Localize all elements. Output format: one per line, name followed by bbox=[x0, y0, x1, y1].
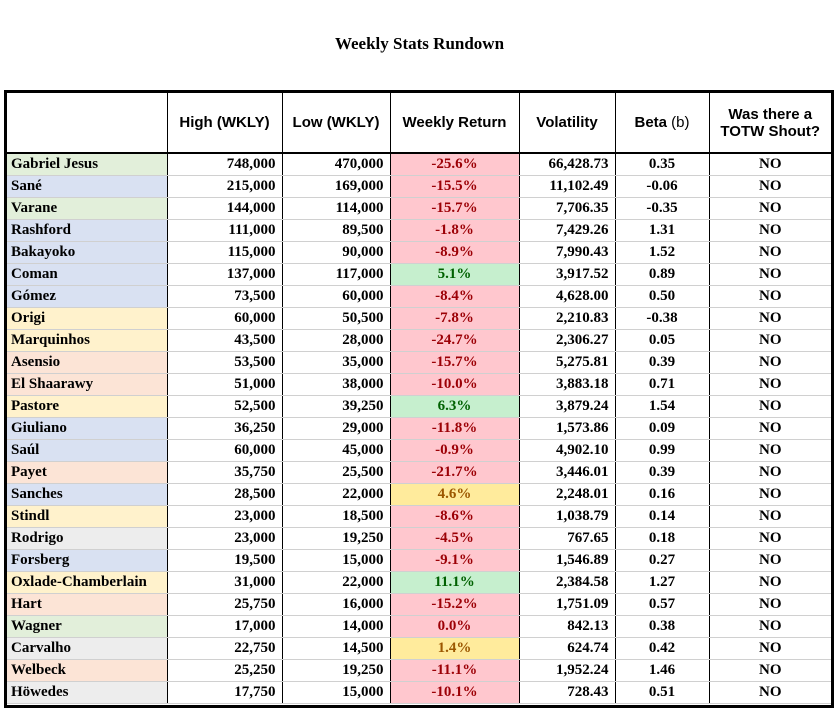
beta-cell: 0.39 bbox=[615, 461, 709, 483]
volatility-cell: 2,210.83 bbox=[519, 307, 615, 329]
beta-cell: 0.18 bbox=[615, 527, 709, 549]
player-name-cell: Giuliano bbox=[7, 417, 167, 439]
low-cell: 18,500 bbox=[282, 505, 390, 527]
player-name-cell: Saúl bbox=[7, 439, 167, 461]
totw-cell: NO bbox=[709, 659, 831, 681]
totw-cell: NO bbox=[709, 571, 831, 593]
volatility-cell: 7,706.35 bbox=[519, 197, 615, 219]
low-cell: 50,500 bbox=[282, 307, 390, 329]
weekly-return-cell: 6.3% bbox=[390, 395, 519, 417]
table-row bbox=[7, 197, 831, 219]
high-cell: 115,000 bbox=[167, 241, 282, 263]
table-row bbox=[7, 593, 831, 615]
player-name-cell: El Shaarawy bbox=[7, 373, 167, 395]
table-row bbox=[7, 329, 831, 351]
table-row bbox=[7, 681, 831, 703]
weekly-return-cell: -10.0% bbox=[390, 373, 519, 395]
totw-cell: NO bbox=[709, 307, 831, 329]
totw-cell: NO bbox=[709, 439, 831, 461]
totw-cell: NO bbox=[709, 483, 831, 505]
volatility-cell: 3,446.01 bbox=[519, 461, 615, 483]
table-row bbox=[7, 219, 831, 241]
header-totw bbox=[709, 93, 831, 153]
table-row bbox=[7, 241, 831, 263]
table-row bbox=[7, 351, 831, 373]
beta-cell: 0.14 bbox=[615, 505, 709, 527]
beta-cell: 0.39 bbox=[615, 351, 709, 373]
table-row bbox=[7, 285, 831, 307]
table-row bbox=[7, 549, 831, 571]
table-row bbox=[7, 571, 831, 593]
player-name-cell: Forsberg bbox=[7, 549, 167, 571]
high-cell: 73,500 bbox=[167, 285, 282, 307]
beta-cell: 1.52 bbox=[615, 241, 709, 263]
beta-cell: 0.38 bbox=[615, 615, 709, 637]
totw-cell: NO bbox=[709, 329, 831, 351]
totw-cell: NO bbox=[709, 197, 831, 219]
high-cell: 51,000 bbox=[167, 373, 282, 395]
high-cell: 52,500 bbox=[167, 395, 282, 417]
totw-cell: NO bbox=[709, 285, 831, 307]
header-player bbox=[7, 93, 167, 153]
totw-cell: NO bbox=[709, 593, 831, 615]
low-cell: 19,250 bbox=[282, 659, 390, 681]
weekly-return-cell: -15.2% bbox=[390, 593, 519, 615]
beta-cell: 0.57 bbox=[615, 593, 709, 615]
volatility-cell: 2,248.01 bbox=[519, 483, 615, 505]
totw-cell: NO bbox=[709, 219, 831, 241]
totw-cell: NO bbox=[709, 615, 831, 637]
weekly-return-cell: -25.6% bbox=[390, 153, 519, 175]
low-cell: 15,000 bbox=[282, 681, 390, 703]
high-cell: 19,500 bbox=[167, 549, 282, 571]
weekly-return-cell: 11.1% bbox=[390, 571, 519, 593]
high-cell: 17,750 bbox=[167, 681, 282, 703]
page-title: Weekly Stats Rundown bbox=[334, 34, 505, 53]
high-cell: 60,000 bbox=[167, 439, 282, 461]
table-row bbox=[7, 637, 831, 659]
stats-table-container bbox=[4, 90, 834, 708]
player-name-cell: Höwedes bbox=[7, 681, 167, 703]
weekly-return-cell: -11.1% bbox=[390, 659, 519, 681]
totw-cell: NO bbox=[709, 395, 831, 417]
player-name-cell: Coman bbox=[7, 263, 167, 285]
table-row bbox=[7, 395, 831, 417]
table-row bbox=[7, 483, 831, 505]
player-name-cell: Gómez bbox=[7, 285, 167, 307]
weekly-return-cell: -8.6% bbox=[390, 505, 519, 527]
player-name-cell: Stindl bbox=[7, 505, 167, 527]
volatility-cell: 2,384.58 bbox=[519, 571, 615, 593]
totw-cell: NO bbox=[709, 241, 831, 263]
volatility-cell: 624.74 bbox=[519, 637, 615, 659]
table-row bbox=[7, 659, 831, 681]
player-name-cell: Rashford bbox=[7, 219, 167, 241]
weekly-return-cell: -24.7% bbox=[390, 329, 519, 351]
high-cell: 23,000 bbox=[167, 505, 282, 527]
volatility-cell: 11,102.49 bbox=[519, 175, 615, 197]
player-name-cell: Asensio bbox=[7, 351, 167, 373]
low-cell: 35,000 bbox=[282, 351, 390, 373]
weekly-return-cell: 4.6% bbox=[390, 483, 519, 505]
high-cell: 35,750 bbox=[167, 461, 282, 483]
header-row bbox=[7, 93, 831, 153]
player-name-cell: Bakayoko bbox=[7, 241, 167, 263]
low-cell: 39,250 bbox=[282, 395, 390, 417]
player-name-cell: Sané bbox=[7, 175, 167, 197]
low-cell: 22,000 bbox=[282, 571, 390, 593]
high-cell: 25,750 bbox=[167, 593, 282, 615]
totw-cell: NO bbox=[709, 637, 831, 659]
beta-cell: 0.50 bbox=[615, 285, 709, 307]
high-cell: 215,000 bbox=[167, 175, 282, 197]
volatility-cell: 767.65 bbox=[519, 527, 615, 549]
weekly-return-cell: -8.4% bbox=[390, 285, 519, 307]
low-cell: 14,500 bbox=[282, 637, 390, 659]
table-row bbox=[7, 153, 831, 175]
high-cell: 36,250 bbox=[167, 417, 282, 439]
table-row bbox=[7, 373, 831, 395]
beta-cell: 1.46 bbox=[615, 659, 709, 681]
totw-cell: NO bbox=[709, 263, 831, 285]
header-low: Low (WKLY) bbox=[282, 93, 390, 153]
beta-cell: 0.99 bbox=[615, 439, 709, 461]
stats-table bbox=[7, 93, 831, 704]
weekly-return-cell: 0.0% bbox=[390, 615, 519, 637]
low-cell: 15,000 bbox=[282, 549, 390, 571]
player-name-cell: Origi bbox=[7, 307, 167, 329]
totw-cell: NO bbox=[709, 549, 831, 571]
volatility-cell: 842.13 bbox=[519, 615, 615, 637]
player-name-cell: Wagner bbox=[7, 615, 167, 637]
header-volatility: Volatility bbox=[519, 93, 615, 153]
volatility-cell: 1,546.89 bbox=[519, 549, 615, 571]
beta-cell: 0.51 bbox=[615, 681, 709, 703]
high-cell: 31,000 bbox=[167, 571, 282, 593]
table-row bbox=[7, 461, 831, 483]
table-row bbox=[7, 263, 831, 285]
totw-cell: NO bbox=[709, 153, 831, 175]
weekly-return-cell: -21.7% bbox=[390, 461, 519, 483]
high-cell: 748,000 bbox=[167, 153, 282, 175]
volatility-cell: 5,275.81 bbox=[519, 351, 615, 373]
header-beta-label: Beta bbox=[634, 114, 667, 131]
beta-cell: 0.89 bbox=[615, 263, 709, 285]
player-name-cell: Varane bbox=[7, 197, 167, 219]
weekly-return-cell: -15.5% bbox=[390, 175, 519, 197]
volatility-cell: 1,573.86 bbox=[519, 417, 615, 439]
volatility-cell: 1,038.79 bbox=[519, 505, 615, 527]
header-beta-suffix: (b) bbox=[671, 114, 690, 131]
low-cell: 114,000 bbox=[282, 197, 390, 219]
high-cell: 60,000 bbox=[167, 307, 282, 329]
player-name-cell: Payet bbox=[7, 461, 167, 483]
table-row bbox=[7, 615, 831, 637]
low-cell: 117,000 bbox=[282, 263, 390, 285]
high-cell: 137,000 bbox=[167, 263, 282, 285]
weekly-return-cell: -15.7% bbox=[390, 197, 519, 219]
volatility-cell: 7,990.43 bbox=[519, 241, 615, 263]
high-cell: 28,500 bbox=[167, 483, 282, 505]
beta-cell: 0.71 bbox=[615, 373, 709, 395]
totw-cell: NO bbox=[709, 417, 831, 439]
volatility-cell: 66,428.73 bbox=[519, 153, 615, 175]
player-name-cell: Carvalho bbox=[7, 637, 167, 659]
weekly-return-cell: -0.9% bbox=[390, 439, 519, 461]
low-cell: 19,250 bbox=[282, 527, 390, 549]
weekly-return-cell: -1.8% bbox=[390, 219, 519, 241]
table-row bbox=[7, 439, 831, 461]
volatility-cell: 1,952.24 bbox=[519, 659, 615, 681]
beta-cell: 0.09 bbox=[615, 417, 709, 439]
volatility-cell: 3,879.24 bbox=[519, 395, 615, 417]
high-cell: 144,000 bbox=[167, 197, 282, 219]
beta-cell: 0.27 bbox=[615, 549, 709, 571]
totw-cell: NO bbox=[709, 681, 831, 703]
volatility-cell: 1,751.09 bbox=[519, 593, 615, 615]
volatility-cell: 3,883.18 bbox=[519, 373, 615, 395]
low-cell: 60,000 bbox=[282, 285, 390, 307]
player-name-cell: Rodrigo bbox=[7, 527, 167, 549]
beta-cell: 1.54 bbox=[615, 395, 709, 417]
table-row bbox=[7, 505, 831, 527]
high-cell: 111,000 bbox=[167, 219, 282, 241]
header-high: High (WKLY) bbox=[167, 93, 282, 153]
beta-cell: -0.35 bbox=[615, 197, 709, 219]
low-cell: 16,000 bbox=[282, 593, 390, 615]
table-row bbox=[7, 175, 831, 197]
high-cell: 43,500 bbox=[167, 329, 282, 351]
beta-cell: 1.27 bbox=[615, 571, 709, 593]
table-row bbox=[7, 527, 831, 549]
low-cell: 169,000 bbox=[282, 175, 390, 197]
volatility-cell: 3,917.52 bbox=[519, 263, 615, 285]
volatility-cell: 7,429.26 bbox=[519, 219, 615, 241]
volatility-cell: 4,902.10 bbox=[519, 439, 615, 461]
beta-cell: 0.05 bbox=[615, 329, 709, 351]
weekly-return-cell: -7.8% bbox=[390, 307, 519, 329]
totw-cell: NO bbox=[709, 175, 831, 197]
totw-cell: NO bbox=[709, 527, 831, 549]
weekly-return-cell: -8.9% bbox=[390, 241, 519, 263]
weekly-return-cell: -4.5% bbox=[390, 527, 519, 549]
beta-cell: 0.35 bbox=[615, 153, 709, 175]
beta-cell: 0.16 bbox=[615, 483, 709, 505]
high-cell: 22,750 bbox=[167, 637, 282, 659]
weekly-return-cell: 5.1% bbox=[390, 263, 519, 285]
player-name-cell: Sanches bbox=[7, 483, 167, 505]
low-cell: 29,000 bbox=[282, 417, 390, 439]
volatility-cell: 4,628.00 bbox=[519, 285, 615, 307]
totw-cell: NO bbox=[709, 505, 831, 527]
beta-cell: 0.42 bbox=[615, 637, 709, 659]
header-totw-line1: Was there a bbox=[728, 105, 813, 123]
player-name-cell: Pastore bbox=[7, 395, 167, 417]
header-weekly-return: Weekly Return bbox=[390, 93, 519, 153]
low-cell: 28,000 bbox=[282, 329, 390, 351]
weekly-return-cell: -15.7% bbox=[390, 351, 519, 373]
totw-cell: NO bbox=[709, 351, 831, 373]
player-name-cell: Hart bbox=[7, 593, 167, 615]
low-cell: 470,000 bbox=[282, 153, 390, 175]
header-totw-line2: TOTW Shout? bbox=[720, 122, 821, 140]
weekly-return-cell: -9.1% bbox=[390, 549, 519, 571]
low-cell: 38,000 bbox=[282, 373, 390, 395]
table-row bbox=[7, 417, 831, 439]
player-name-cell: Gabriel Jesus bbox=[7, 153, 167, 175]
high-cell: 17,000 bbox=[167, 615, 282, 637]
weekly-return-cell: 1.4% bbox=[390, 637, 519, 659]
low-cell: 89,500 bbox=[282, 219, 390, 241]
table-row bbox=[7, 307, 831, 329]
header-beta bbox=[615, 93, 709, 153]
low-cell: 45,000 bbox=[282, 439, 390, 461]
player-name-cell: Welbeck bbox=[7, 659, 167, 681]
table-body bbox=[7, 153, 831, 703]
high-cell: 25,250 bbox=[167, 659, 282, 681]
player-name-cell: Marquinhos bbox=[7, 329, 167, 351]
high-cell: 53,500 bbox=[167, 351, 282, 373]
weekly-return-cell: -11.8% bbox=[390, 417, 519, 439]
player-name-cell: Oxlade-Chamberlain bbox=[7, 571, 167, 593]
low-cell: 25,500 bbox=[282, 461, 390, 483]
totw-cell: NO bbox=[709, 461, 831, 483]
low-cell: 14,000 bbox=[282, 615, 390, 637]
volatility-cell: 2,306.27 bbox=[519, 329, 615, 351]
low-cell: 90,000 bbox=[282, 241, 390, 263]
beta-cell: 1.31 bbox=[615, 219, 709, 241]
high-cell: 23,000 bbox=[167, 527, 282, 549]
beta-cell: -0.06 bbox=[615, 175, 709, 197]
totw-cell: NO bbox=[709, 373, 831, 395]
low-cell: 22,000 bbox=[282, 483, 390, 505]
weekly-return-cell: -10.1% bbox=[390, 681, 519, 703]
volatility-cell: 728.43 bbox=[519, 681, 615, 703]
beta-cell: -0.38 bbox=[615, 307, 709, 329]
